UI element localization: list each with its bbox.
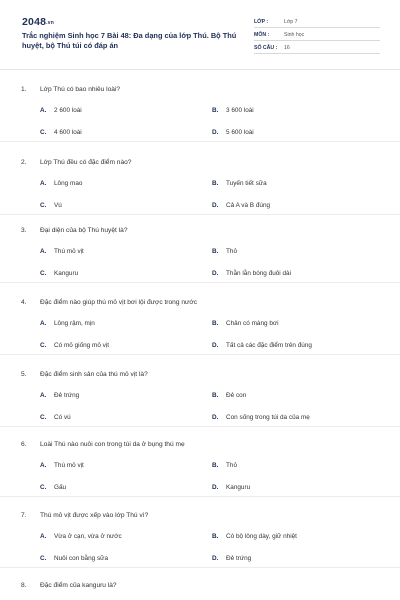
option-text: Kanguru — [226, 484, 251, 491]
option-d[interactable] — [212, 202, 270, 209]
option-text: Tất cả các đặc điểm trên đúng — [226, 342, 312, 349]
option-text: 2 600 loài — [54, 107, 82, 114]
option-letter: D. — [212, 342, 219, 349]
option-text: Có vú — [54, 414, 71, 421]
option-b[interactable] — [212, 180, 267, 187]
option-text: Chân có màng bơi — [226, 320, 279, 327]
option-text: Lông rậm, mịn — [54, 320, 95, 327]
option-d[interactable] — [212, 270, 291, 277]
option-text: Đẻ trứng — [226, 555, 252, 562]
option-letter: D. — [212, 270, 219, 277]
question-number: 2. — [21, 159, 27, 166]
option-letter: D. — [212, 202, 219, 209]
option-b[interactable] — [212, 320, 279, 327]
page-header — [0, 0, 400, 66]
question-text: Đặc điểm nào giúp thú mỏ vịt bơi lội được trong nước — [40, 299, 198, 306]
option-letter: C. — [40, 342, 47, 349]
meta-row-subject — [254, 29, 380, 41]
option-b[interactable] — [212, 248, 237, 255]
question-text: Lớp Thú có bao nhiêu loài? — [40, 86, 121, 93]
option-b[interactable] — [212, 107, 254, 114]
option-b[interactable] — [212, 392, 246, 399]
option-c[interactable] — [40, 342, 109, 349]
option-text: Có bộ lông dày, giữ nhiệt — [226, 533, 297, 540]
option-text: 5 600 loài — [226, 129, 254, 136]
option-letter: A. — [40, 107, 47, 114]
option-letter: A. — [40, 180, 47, 187]
question-number: 3. — [21, 227, 27, 234]
question-number: 4. — [21, 299, 27, 306]
option-text: Cả A và B đúng — [226, 202, 271, 209]
option-a[interactable] — [40, 107, 82, 114]
option-text: Kanguru — [54, 270, 79, 277]
option-text: Có mỏ giống mỏ vịt — [54, 342, 110, 349]
option-c[interactable] — [40, 129, 82, 136]
question-text: Đặc điểm của kanguru là? — [40, 582, 117, 589]
option-letter: D. — [212, 414, 219, 421]
option-c[interactable] — [40, 484, 66, 491]
option-letter: B. — [212, 107, 219, 114]
logo-main-text: 2048 — [22, 16, 47, 28]
question-5 — [0, 358, 400, 427]
question-text: Loài Thú nào nuôi con trong túi da ở bụng thú mẹ — [40, 441, 185, 448]
meta-row-count — [254, 42, 380, 54]
option-text: Thú mỏ vịt — [54, 248, 84, 255]
option-b[interactable] — [212, 533, 297, 540]
option-text: Con sống trong túi da của mẹ — [226, 414, 310, 421]
option-text: Thú mỏ vịt — [54, 462, 84, 469]
option-text: Lông mao — [54, 180, 83, 187]
option-a[interactable] — [40, 320, 95, 327]
option-letter: C. — [40, 129, 47, 136]
option-text: Thỏ — [226, 248, 238, 255]
meta-label: SỐ CÂU : — [254, 45, 278, 51]
meta-value: 16 — [284, 45, 290, 51]
logo-suffix-text: .vn — [46, 20, 54, 26]
option-letter: A. — [40, 462, 47, 469]
question-3 — [0, 214, 400, 283]
option-letter: A. — [40, 248, 47, 255]
option-text: 4 600 loài — [54, 129, 82, 136]
site-logo[interactable] — [22, 16, 54, 28]
option-c[interactable] — [40, 414, 71, 421]
option-letter: C. — [40, 484, 47, 491]
option-d[interactable] — [212, 342, 312, 349]
option-letter: D. — [212, 484, 219, 491]
question-8 — [0, 569, 400, 600]
option-d[interactable] — [212, 414, 310, 421]
option-text: 3 600 loài — [226, 107, 254, 114]
option-a[interactable] — [40, 392, 79, 399]
option-text: Thằn lằn bóng đuôi dài — [226, 270, 292, 277]
meta-row-class — [254, 16, 380, 28]
option-a[interactable] — [40, 533, 122, 540]
option-c[interactable] — [40, 202, 62, 209]
option-letter: C. — [40, 555, 47, 562]
option-letter: B. — [212, 180, 219, 187]
question-text: Thú mỏ vịt được xếp vào lớp Thú vì? — [40, 512, 149, 519]
option-a[interactable] — [40, 462, 84, 469]
meta-label: MÔN : — [254, 32, 270, 38]
question-number: 1. — [21, 86, 27, 93]
question-text: Đặc điểm sinh sản của thú mỏ vịt là? — [40, 371, 148, 378]
option-letter: B. — [212, 392, 219, 399]
option-letter: A. — [40, 320, 47, 327]
option-b[interactable] — [212, 462, 237, 469]
question-6 — [0, 428, 400, 497]
option-c[interactable] — [40, 555, 108, 562]
meta-value: Lớp 7 — [284, 19, 298, 25]
option-d[interactable] — [212, 555, 251, 562]
question-number: 8. — [21, 582, 27, 589]
option-letter: C. — [40, 202, 47, 209]
option-letter: C. — [40, 414, 47, 421]
meta-value: Sinh học — [284, 32, 305, 38]
question-number: 7. — [21, 512, 27, 519]
option-letter: B. — [212, 248, 219, 255]
question-text: Đại diện của bộ Thú huyệt là? — [40, 227, 128, 234]
option-text: Vú — [54, 202, 62, 209]
question-number: 6. — [21, 441, 27, 448]
option-text: Đẻ con — [226, 392, 247, 399]
option-letter: B. — [212, 462, 219, 469]
option-text: Đẻ trứng — [54, 392, 80, 399]
option-text: Gấu — [54, 484, 67, 491]
option-text: Thỏ — [226, 462, 238, 469]
option-letter: D. — [212, 129, 219, 136]
question-number: 5. — [21, 371, 27, 378]
option-letter: B. — [212, 320, 219, 327]
option-letter: B. — [212, 533, 219, 540]
option-letter: D. — [212, 555, 219, 562]
option-d[interactable] — [212, 129, 254, 136]
option-letter: A. — [40, 533, 47, 540]
question-text: Lớp Thú đều có đặc điểm nào? — [40, 159, 132, 166]
question-2 — [0, 146, 400, 215]
option-text: Nuôi con bằng sữa — [54, 555, 109, 562]
header-divider — [0, 69, 400, 70]
question-1 — [0, 73, 400, 142]
option-text: Tuyến tiết sữa — [226, 180, 267, 187]
option-letter: A. — [40, 392, 47, 399]
option-letter: C. — [40, 270, 47, 277]
question-7 — [0, 499, 400, 568]
option-a[interactable] — [40, 180, 82, 187]
option-c[interactable] — [40, 270, 78, 277]
option-text: Vừa ở cạn, vừa ở nước — [54, 533, 122, 540]
option-a[interactable] — [40, 248, 84, 255]
document-title: Trắc nghiệm Sinh học 7 Bài 48: Đa dạng của lớp Thú. Bộ Thú huyệt, bộ Thú túi có đáp án — [22, 31, 237, 50]
meta-label: LỚP : — [254, 19, 269, 25]
option-d[interactable] — [212, 484, 250, 491]
question-4 — [0, 286, 400, 355]
